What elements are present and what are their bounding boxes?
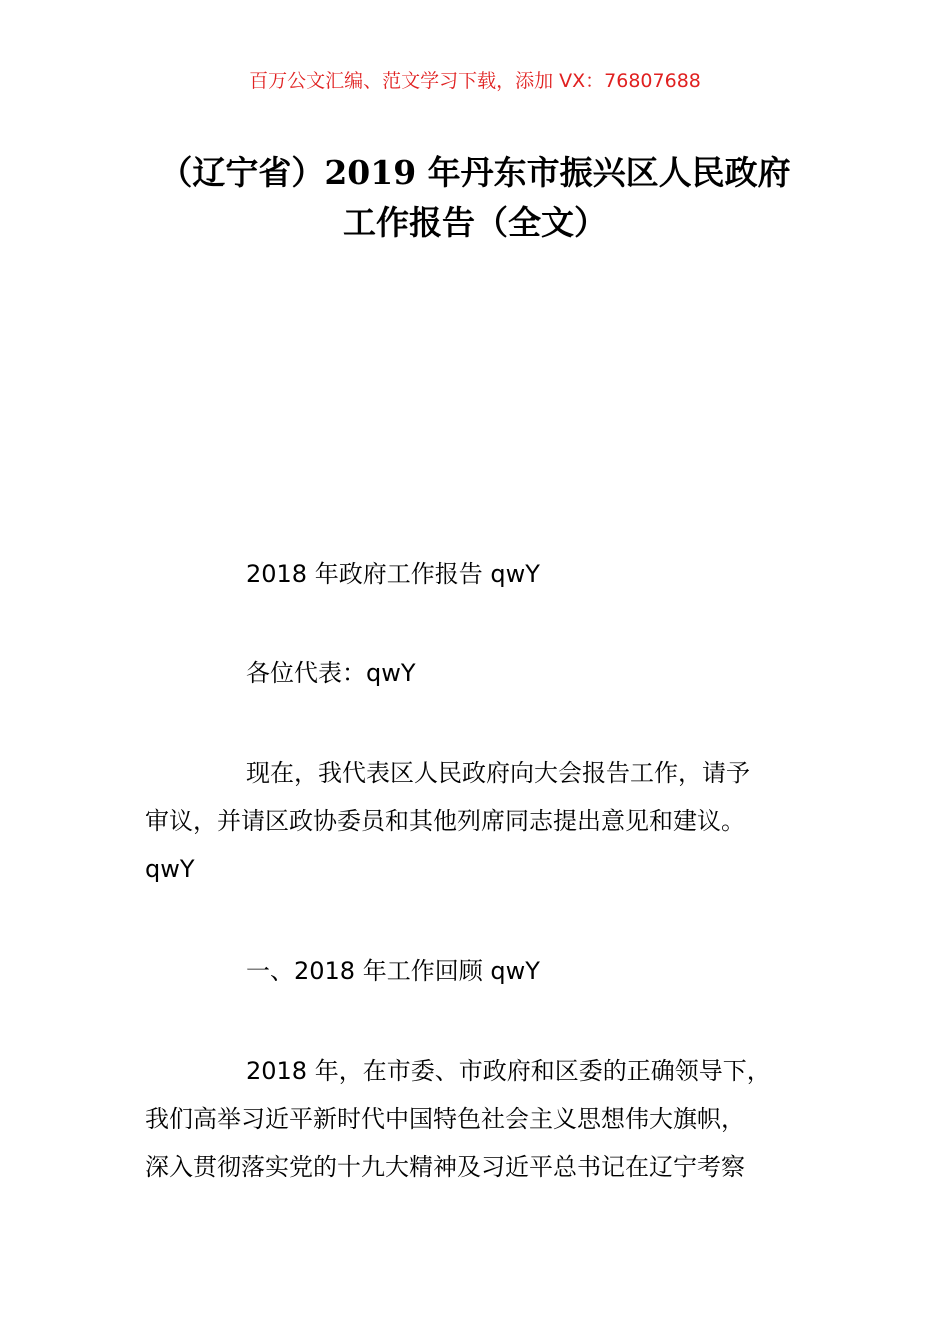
document-title	[120, 148, 830, 248]
review-line-2: 我们高举习近平新时代中国特色社会主义思想伟大旗帜，	[145, 1105, 745, 1133]
title-line-1: （辽宁省）2019 年丹东市振兴区人民政府	[159, 153, 791, 192]
intro-line-1: 现在，我代表区人民政府向大会报告工作，请予	[246, 759, 750, 787]
review-line-3: 深入贯彻落实党的十九大精神及习近平总书记在辽宁考察	[145, 1153, 745, 1181]
intro-line-3: qwY	[145, 855, 195, 883]
section-heading-review: 一、2018 年工作回顾 qwY	[246, 957, 540, 985]
intro-paragraph	[145, 749, 815, 893]
review-paragraph	[145, 1047, 815, 1191]
intro-line-2: 审议，并请区政协委员和其他列席同志提出意见和建议。	[145, 807, 745, 835]
review-line-1: 2018 年，在市委、市政府和区委的正确领导下，	[246, 1057, 771, 1085]
report-heading: 2018 年政府工作报告 qwY	[246, 560, 540, 588]
title-line-2: 工作报告（全文）	[343, 203, 607, 242]
salutation: 各位代表：qwY	[246, 659, 416, 687]
watermark-header: 百万公文汇编、范文学习下载，添加 VX：76807688	[249, 70, 701, 92]
